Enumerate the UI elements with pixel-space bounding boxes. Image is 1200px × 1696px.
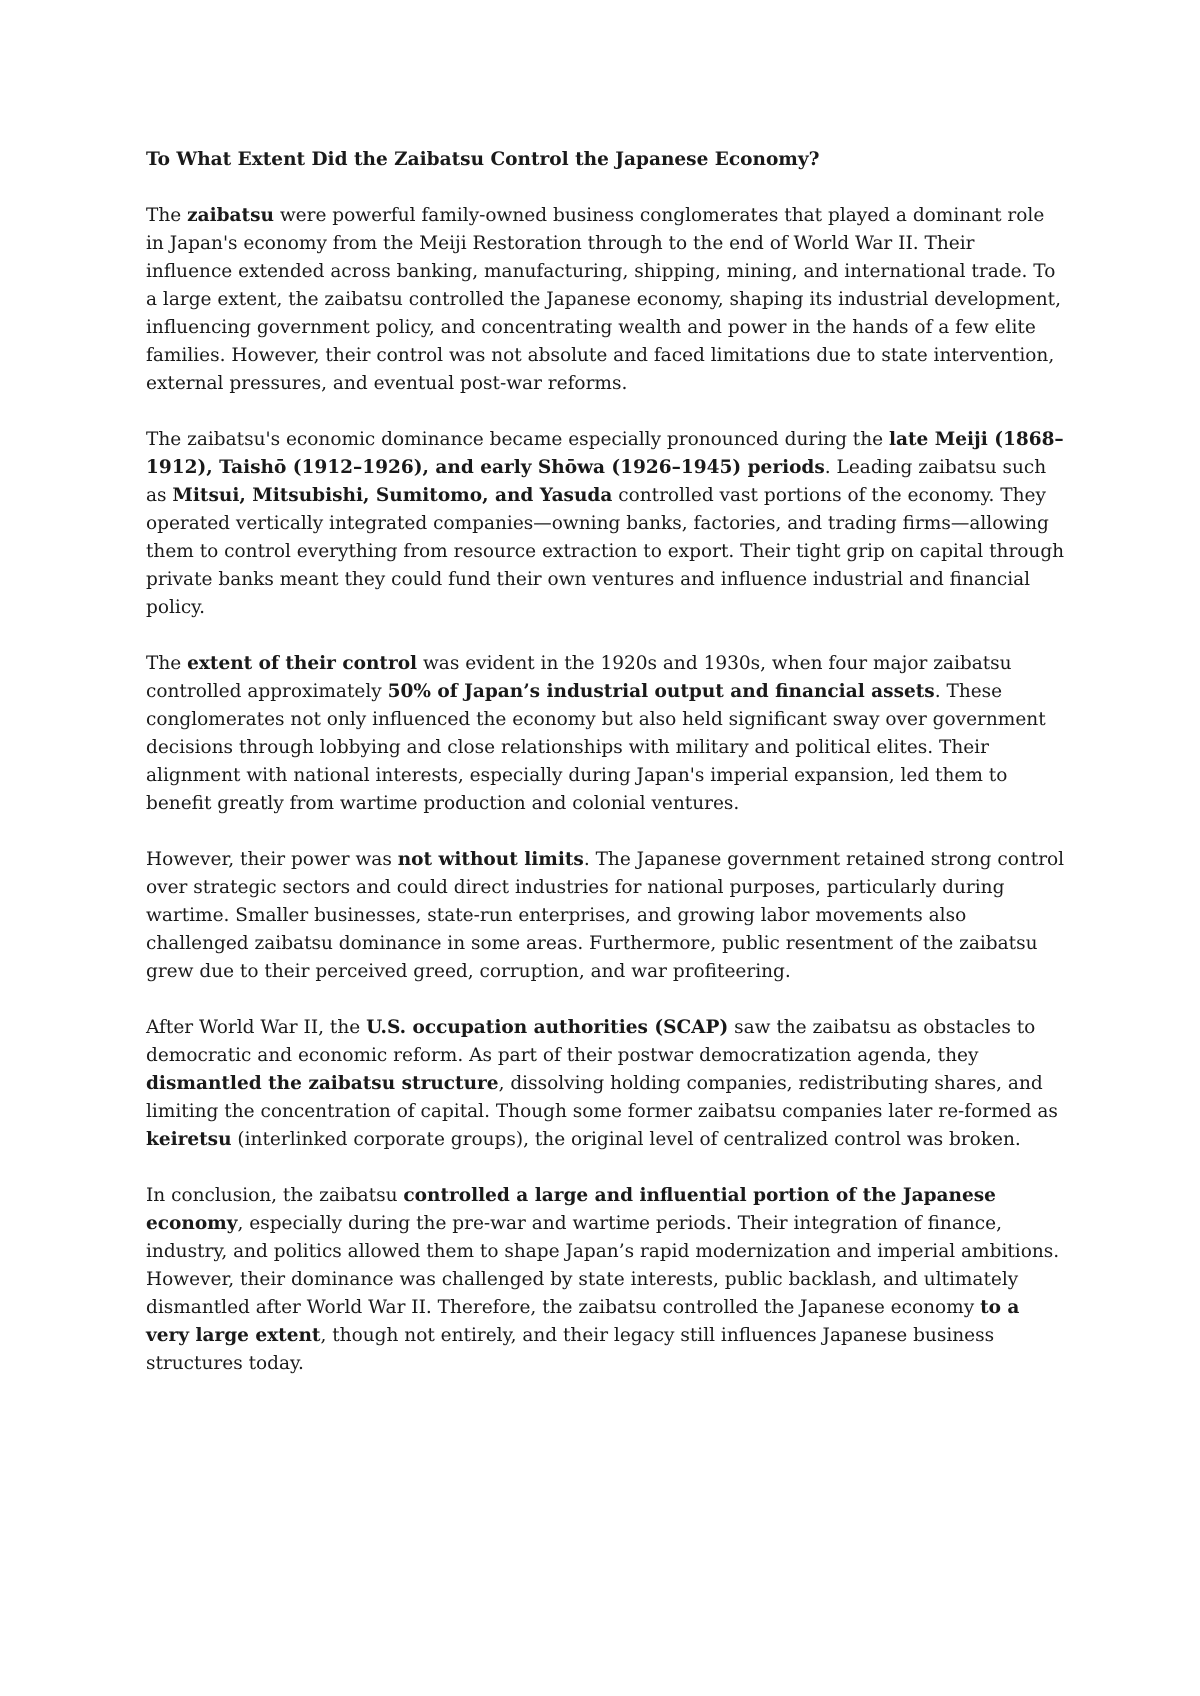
bold-text: late Meiji (1868–1912), Taishō (1912–1926), and early Shōwa (1926–1945) periods bbox=[146, 429, 1064, 478]
paragraph bbox=[146, 1182, 1066, 1378]
bold-text: zaibatsu bbox=[187, 205, 274, 226]
paragraph bbox=[146, 846, 1066, 986]
paragraph bbox=[146, 202, 1066, 398]
text-run: (interlinked corporate groups), the original level of centralized control was broken. bbox=[231, 1129, 1021, 1150]
bold-text: keiretsu bbox=[146, 1129, 232, 1150]
bold-text: U.S. occupation authorities (SCAP) bbox=[366, 1017, 729, 1038]
text-run: The bbox=[146, 205, 188, 226]
bold-text: Mitsui, Mitsubishi, Sumitomo, and Yasuda bbox=[172, 485, 613, 506]
paragraph bbox=[146, 1014, 1066, 1154]
bold-text: to a very large extent bbox=[146, 1297, 1020, 1346]
text-run: controlled vast portions of the economy. They operated vertically integrated companies—owning banks, factories, and trading firms—allowing them to control everything from resource extraction to export. Their tight grip on capital through private banks meant they could fund their own ventures and influence industrial and financial policy. bbox=[146, 485, 1065, 618]
bold-text: dismantled the zaibatsu structure bbox=[146, 1073, 499, 1094]
document-title: To What Extent Did the Zaibatsu Control the Japanese Economy? bbox=[146, 149, 820, 170]
document-body bbox=[146, 202, 1066, 1378]
text-run: . Leading zaibatsu such as bbox=[146, 457, 1047, 506]
bold-text: controlled a large and influential portion of the Japanese economy bbox=[146, 1185, 996, 1234]
text-run: In conclusion, the zaibatsu bbox=[146, 1185, 404, 1206]
text-run: , especially during the pre-war and wartime periods. Their integration of finance, industry, and politics allowed them to shape Japan’s rapid modernization and imperial ambitions. However, their dominance was challenged by state interests, public backlash, and ultimately dismantled after World War II. Therefore, the zaibatsu controlled the Japanese economy bbox=[146, 1213, 1060, 1318]
text-run: . The Japanese government retained strong control over strategic sectors and could direct industries for national purposes, particularly during wartime. Smaller businesses, state-run enterprises, and growing labor movements also challenged zaibatsu dominance in some areas. Furthermore, public resentment of the zaibatsu grew due to their perceived greed, corruption, and war profiteering. bbox=[146, 849, 1065, 982]
document-page bbox=[146, 146, 1066, 1406]
bold-text: extent of their control bbox=[187, 653, 418, 674]
text-run: . These conglomerates not only influenced the economy but also held significant sway over government decisions through lobbying and close relationships with military and political elites. Their alignment with national interests, especially during Japan's imperial expansion, led them to benefit greatly from wartime production and colonial ventures. bbox=[146, 681, 1046, 814]
text-run: were powerful family-owned business conglomerates that played a dominant role in Japan's economy from the Meiji Restoration through to the end of World War II. Their influence extended across banking, manufacturing, shipping, mining, and international trade. To a large extent, the zaibatsu controlled the Japanese economy, shaping its industrial development, influencing government policy, and concentrating wealth and power in the hands of a few elite families. However, their control was not absolute and faced limitations due to state intervention, external pressures, and eventual post-war reforms. bbox=[146, 205, 1062, 394]
text-run: The bbox=[146, 653, 188, 674]
paragraph bbox=[146, 650, 1066, 818]
text-run: , dissolving holding companies, redistributing shares, and limiting the concentration of capital. Though some former zaibatsu companies later re-formed as bbox=[146, 1073, 1058, 1122]
bold-text: not without limits bbox=[397, 849, 584, 870]
text-run: After World War II, the bbox=[146, 1017, 367, 1038]
text-run: However, their power was bbox=[146, 849, 398, 870]
text-run: The zaibatsu's economic dominance became especially pronounced during the bbox=[146, 429, 889, 450]
text-run: saw the zaibatsu as obstacles to democratic and economic reform. As part of their postwar democratization agenda, they bbox=[146, 1017, 1036, 1066]
bold-text: 50% of Japan’s industrial output and financial assets bbox=[387, 681, 935, 702]
paragraph bbox=[146, 426, 1066, 622]
text-run: , though not entirely, and their legacy still influences Japanese business structures today. bbox=[146, 1325, 995, 1374]
text-run: was evident in the 1920s and 1930s, when four major zaibatsu controlled approximately bbox=[146, 653, 1012, 702]
